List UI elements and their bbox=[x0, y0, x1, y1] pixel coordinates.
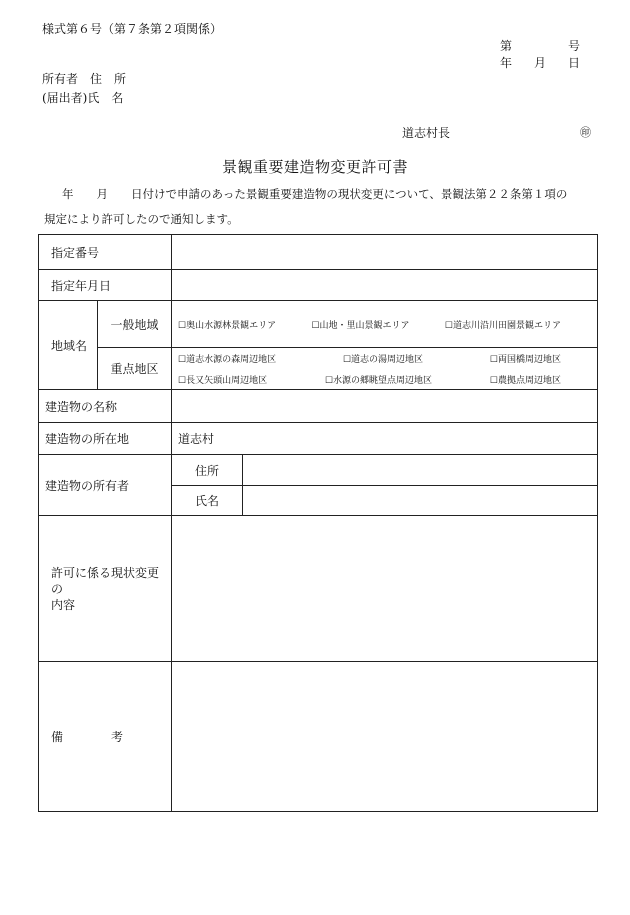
body-text-line1: 年 月 日付けで申請のあった景観重要建造物の現状変更について、景観法第２２条第１項の bbox=[62, 187, 568, 201]
checkbox-ryogokubashi[interactable]: ☐両国橋周辺地区 bbox=[489, 354, 561, 365]
owner-address-label-cell: 住所 bbox=[172, 455, 243, 486]
row-owner-address bbox=[39, 455, 598, 486]
checkbox-nou-kyoten[interactable]: ☐農拠点周辺地区 bbox=[489, 375, 561, 386]
date-line bbox=[500, 54, 580, 71]
row-change-content bbox=[39, 516, 598, 662]
checkbox-doshi-yu[interactable]: ☐道志の湯周辺地区 bbox=[342, 354, 424, 365]
checkbox-doshigawa-area[interactable]: ☐道志川沿川田園景観エリア bbox=[444, 320, 561, 331]
mayor-label: 道志村長 bbox=[402, 126, 451, 140]
permit-form-table bbox=[38, 234, 598, 812]
key-area-options bbox=[172, 348, 598, 390]
checkbox-nagamata[interactable]: ☐長又矢頭山周辺地区 bbox=[178, 375, 268, 386]
checkbox-okuyama-area[interactable]: ☐奥山水源林景観エリア bbox=[178, 320, 277, 331]
owner-address-field[interactable] bbox=[243, 455, 598, 486]
checkbox-suigen-sato[interactable]: ☐水源の郷眺望点周辺地区 bbox=[324, 375, 433, 386]
change-content-field[interactable] bbox=[172, 516, 598, 662]
row-key-area bbox=[39, 348, 598, 390]
owner-name-label-cell: 氏名 bbox=[172, 486, 243, 516]
row-building-location bbox=[39, 423, 598, 455]
general-area-options bbox=[172, 301, 598, 348]
designation-number-field[interactable] bbox=[172, 235, 598, 270]
row-general-area bbox=[39, 301, 598, 348]
document-number-line bbox=[500, 37, 580, 54]
remarks-label: 備 考 bbox=[39, 662, 172, 812]
number-suffix: 号 bbox=[567, 39, 580, 53]
change-content-label-line1: 許可に係る現状変更の bbox=[51, 565, 160, 596]
key-area-label: 重点地区 bbox=[98, 348, 172, 390]
date-day: 日 bbox=[567, 56, 580, 70]
date-year: 年 bbox=[500, 56, 513, 70]
owner-name-label: (届出者)氏 名 bbox=[42, 91, 124, 105]
designation-date-field[interactable] bbox=[172, 270, 598, 301]
general-area-label: 一般地域 bbox=[98, 301, 172, 348]
number-prefix: 第 bbox=[500, 39, 513, 53]
row-designation-number bbox=[39, 235, 598, 270]
row-remarks bbox=[39, 662, 598, 812]
body-text-line2: 規定により許可したので通知します。 bbox=[44, 212, 239, 226]
change-content-label bbox=[39, 516, 172, 662]
row-building-name bbox=[39, 390, 598, 423]
building-location-field[interactable]: 道志村 bbox=[172, 423, 598, 455]
form-number-label: 様式第６号（第７条第２項関係） bbox=[42, 22, 223, 36]
remarks-field[interactable] bbox=[172, 662, 598, 812]
designation-number-label: 指定番号 bbox=[39, 235, 172, 270]
seal-mark: ㊞ bbox=[580, 126, 591, 139]
checkbox-sanchi-area[interactable]: ☐山地・里山景観エリア bbox=[311, 320, 410, 331]
change-content-label-line2: 内容 bbox=[51, 597, 76, 612]
owner-name-field[interactable] bbox=[243, 486, 598, 516]
document-title: 景観重要建造物変更許可書 bbox=[221, 158, 408, 176]
building-location-label: 建造物の所在地 bbox=[39, 423, 172, 455]
checkbox-suigen-mori[interactable]: ☐道志水源の森周辺地区 bbox=[178, 354, 277, 365]
row-designation-date bbox=[39, 270, 598, 301]
building-name-label: 建造物の名称 bbox=[39, 390, 172, 423]
date-month: 月 bbox=[533, 56, 546, 70]
building-name-field[interactable] bbox=[172, 390, 598, 423]
owner-address-label: 所有者 住 所 bbox=[42, 72, 127, 86]
area-name-label: 地域名 bbox=[39, 301, 98, 390]
designation-date-label: 指定年月日 bbox=[39, 270, 172, 301]
building-owner-label: 建造物の所有者 bbox=[39, 455, 172, 516]
